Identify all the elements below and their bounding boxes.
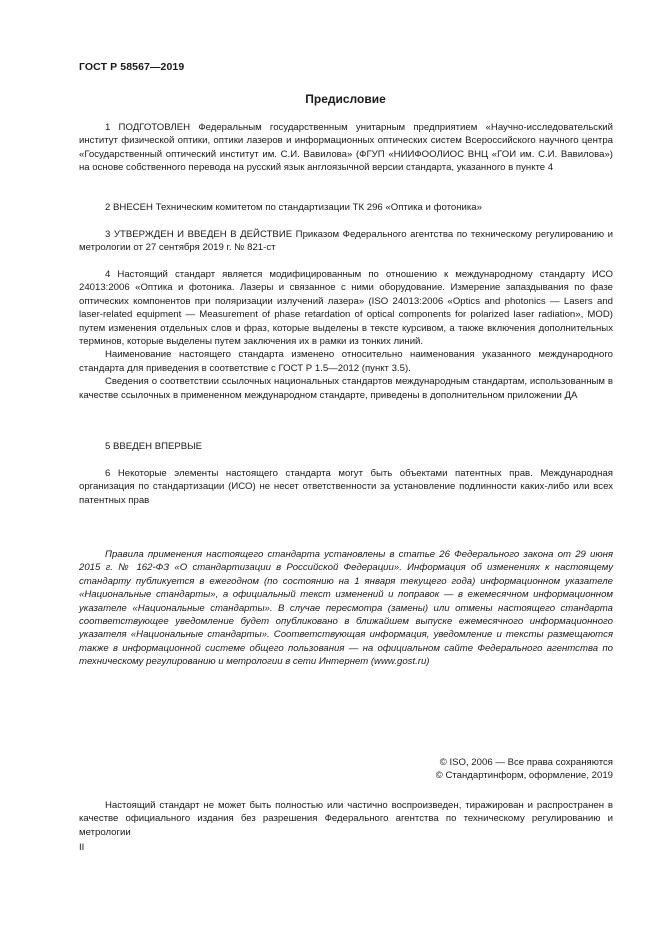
page-number: II (79, 842, 85, 853)
section-3-text: 3 УТВЕРЖДЕН И ВВЕДЕН В ДЕЙСТВИЕ Приказом Федерального агентства по техническому регулированию и метрологии от 27 сентября 2019 г. № 821-ст (79, 229, 613, 254)
section-2 (79, 201, 613, 214)
page-title: Предисловие (305, 92, 386, 106)
section-5-text: 5 ВВЕДЕН ВПЕРВЫЕ (105, 441, 203, 452)
section-4 (79, 268, 613, 402)
section-3 (79, 228, 613, 255)
section-6 (79, 467, 613, 507)
section-4-paragraph-2: Наименование настоящего стандарта изменено относительно наименования указанного международного стандарта для приведения в соответствие с ГОСТ Р 1.5—2012 (пункт 3.5). (79, 349, 613, 374)
copyright-iso: © ISO, 2006 — Все права сохраняются (439, 757, 613, 768)
section-6-text: 6 Некоторые элементы настоящего стандарта могут быть объектами патентных прав. Международная организация по стандартизации (ИСО) не несет ответственности за установление подлинности каких-либо или всех патентных прав (79, 468, 613, 506)
rules-notice (79, 548, 613, 669)
section-1 (79, 121, 613, 175)
reproduction-notice-text: Настоящий стандарт не может быть полностью или частично воспроизведен, тиражирован и распространен в качестве официального издания без разрешения Федерального агентства по техническому регулированию и метрологии (79, 800, 613, 838)
rules-notice-text: Правила применения настоящего стандарта установлены в статье 26 Федерального закона от 29 июня 2015 г. № 162-ФЗ «О стандартизации в Российской Федерации». Информация об изменениях к настоящему стандарту публикуется в ежегодном (по состоянию на 1 января текущего года) информационном указателе «Национальные стандарты», а официальный текст изменений и поправок — в ежемесячном информационном указателе «Национальные стандарты». В случае пересмотра (замены) или отмены настоящего стандарта соответствующее уведомление будет опубликовано в ближайшем выпуске ежемесячного информационного указателя «Национальные стандарты». Соответствующая информация, уведомление и тексты размещаются также в информационной системе общего пользования — на официальном сайте Федерального агентства по техническому регулированию и метрологии в сети Интернет (www.gost.ru) (79, 549, 613, 668)
section-2-text: 2 ВНЕСЕН Техническим комитетом по стандартизации ТК 296 «Оптика и фотоника» (105, 202, 482, 213)
section-4-paragraph-3: Сведения о соответствии ссылочных национальных стандартов международным стандартам, использованным в качестве ссылочных в примененном международном стандарте, приведены в дополнительном приложении ДА (79, 376, 613, 401)
copyright-block (436, 756, 613, 783)
standard-id-header: ГОСТ Р 58567—2019 (79, 61, 185, 73)
copyright-standartinform: © Стандартинформ, оформление, 2019 (435, 770, 613, 782)
section-1-text: 1 ПОДГОТОВЛЕН Федеральным государственным унитарным предприятием «Научно-исследовательский институт физической оптики, оптики лазеров и информационных оптических систем Всероссийского научного центра «Государственный оптический институт им. С.И. Вавилова» (ФГУП «НИИФООЛИОС ВНЦ «ГОИ им. С.И. Вавилова») на основе собственного перевода на русский язык англоязычной версии стандарта, указанного в пункте 4 (79, 122, 613, 174)
reproduction-notice (79, 799, 613, 839)
section-5 (79, 440, 613, 453)
section-4-paragraph-1: 4 Настоящий стандарт является модифицированным по отношению к международному стандарту ИСО 24013:2006 «Оптика и фотоника. Лазеры и связанное с ними оборудование. Измерение запаздывания по фазе оптических компонентов при поляризации излучений лазера» (ISO 24013:2006 «Optics and photonics — Lasers and laser-related equipment — Measurement of phase retardation of optical components for polarized laser radiation», MOD) путем изменения отдельных слов и фраз, которые выделены в тексте курсивом, а также включения дополнительных терминов, которые выделены путем заключения их в рамки из тонких линий. (79, 269, 613, 348)
